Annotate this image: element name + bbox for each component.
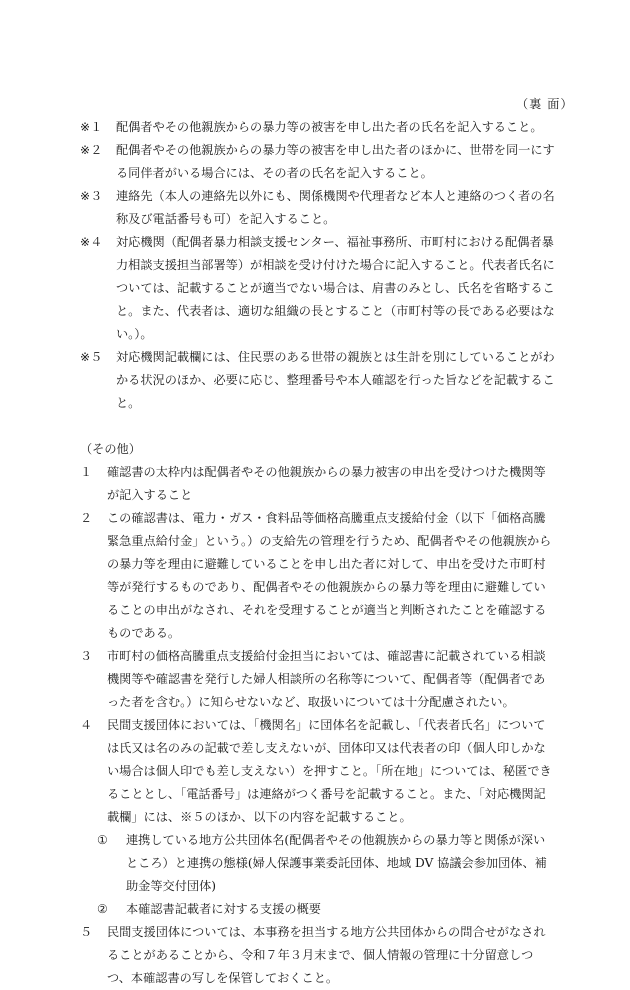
note-mark: ※２ <box>80 143 103 157</box>
item-text: 市町村の価格高騰重点支援給付金担当においては、確認書に記載されている相談機関等や確認書を発行した婦人相談所の名称等について、配偶者等（配偶者であった者を含む。）に知らせないなど、取扱いについては十分配慮されたい。 <box>107 649 546 709</box>
sub-item-text: 連携している地方公共団体名(配偶者やその他親族からの暴力等と関係が深いところ）と連携の態様(婦人保護事業委託団体、地域 DV 協議会参加団体、補助金等交付団体) <box>126 833 547 893</box>
sub-item-text: 本確認書記載者に対する支援の概要 <box>126 902 321 916</box>
note-mark: ※５ <box>80 350 103 364</box>
item-number: ５ <box>80 925 93 939</box>
note-text: 対応機関記載欄には、住民票のある世帯の親族とは生計を別にしていることがわかる状況のほか、必要に応じ、整理番号や本人確認を行った旨などを記載すること。 <box>116 350 555 410</box>
other-item-5 <box>80 921 555 990</box>
note-text: 配偶者やその他親族からの暴力等の被害を申し出た者のほかに、世帯を同一にする同伴者がいる場合には、その者の氏名を記入すること。 <box>116 143 555 180</box>
note-text: 対応機関（配偶者暴力相談支援センター、福祉事務所、市町村における配偶者暴力相談支援担当部署等）が相談を受け付けた場合に記入すること。代表者氏名については、記載することが適当でない場合は、肩書のみとし、氏名を省略すること。また、代表者は、適切な組織の長とすること（市町村等の長である必要はない。）。 <box>116 235 555 341</box>
item-number: ３ <box>80 649 93 663</box>
note-4 <box>80 231 555 346</box>
other-item-2 <box>80 507 555 645</box>
note-2 <box>80 139 555 185</box>
note-5 <box>80 346 555 415</box>
page-side-label: （裏 面） <box>516 97 574 111</box>
sub-item-2 <box>80 898 555 921</box>
other-heading: （その他） <box>80 442 141 456</box>
note-3 <box>80 185 555 231</box>
sub-item-1 <box>80 829 555 898</box>
note-mark: ※３ <box>80 189 103 203</box>
other-item-4 <box>80 714 555 829</box>
note-mark: ※４ <box>80 235 103 249</box>
item-text: 確認書の太枠内は配偶者やその他親族からの暴力被害の申出を受けつけた機関等が記入すること <box>107 465 546 502</box>
note-text: 連絡先（本人の連絡先以外にも、関係機関や代理者など本人と連絡のつく者の名称及び電話番号も可）を記入すること。 <box>116 189 555 226</box>
item-text: 民間支援団体においては、「機関名」に団体名を記載し、「代表者氏名」については氏又は名のみの記載で差し支えないが、団体印又は代表者の印（個人印しかない場合は個人印でも差し支えない）を押すこと。「所在地」については、秘匿できることとし、「電話番号」は連絡がつく番号を記載すること。また、「対応機関記載欄」には、※５のほか、以下の内容を記載すること。 <box>107 718 552 824</box>
other-item-1 <box>80 461 555 507</box>
note-mark: ※１ <box>80 120 103 134</box>
notes-section <box>80 116 555 990</box>
item-number: １ <box>80 465 93 479</box>
other-item-3 <box>80 645 555 714</box>
note-1 <box>80 116 555 139</box>
item-number: ４ <box>80 718 93 732</box>
sub-item-number: ② <box>97 902 108 916</box>
sub-item-number: ① <box>97 833 108 847</box>
item-text: 民間支援団体については、本事務を担当する地方公共団体からの問合せがなされることがあることから、令和７年３月末まで、個人情報の管理に十分留意しつつ、本確認書の写しを保管しておくこと。 <box>107 925 546 985</box>
item-number: ２ <box>80 511 93 525</box>
note-text: 配偶者やその他親族からの暴力等の被害を申し出た者の氏名を記入すること。 <box>116 120 543 134</box>
item-text: この確認書は、電力・ガス・食料品等価格高騰重点支援給付金（以下「価格高騰緊急重点給付金」という。）の支給先の管理を行うため、配偶者やその他親族からの暴力等を理由に避難していることを申し出た者に対して、申出を受けた市町村等が発行するものであり、配偶者やその他親族からの暴力等を理由に避難していることの申出がなされ、それを受理することが適当と判断されたことを確認するものである。 <box>107 511 552 640</box>
